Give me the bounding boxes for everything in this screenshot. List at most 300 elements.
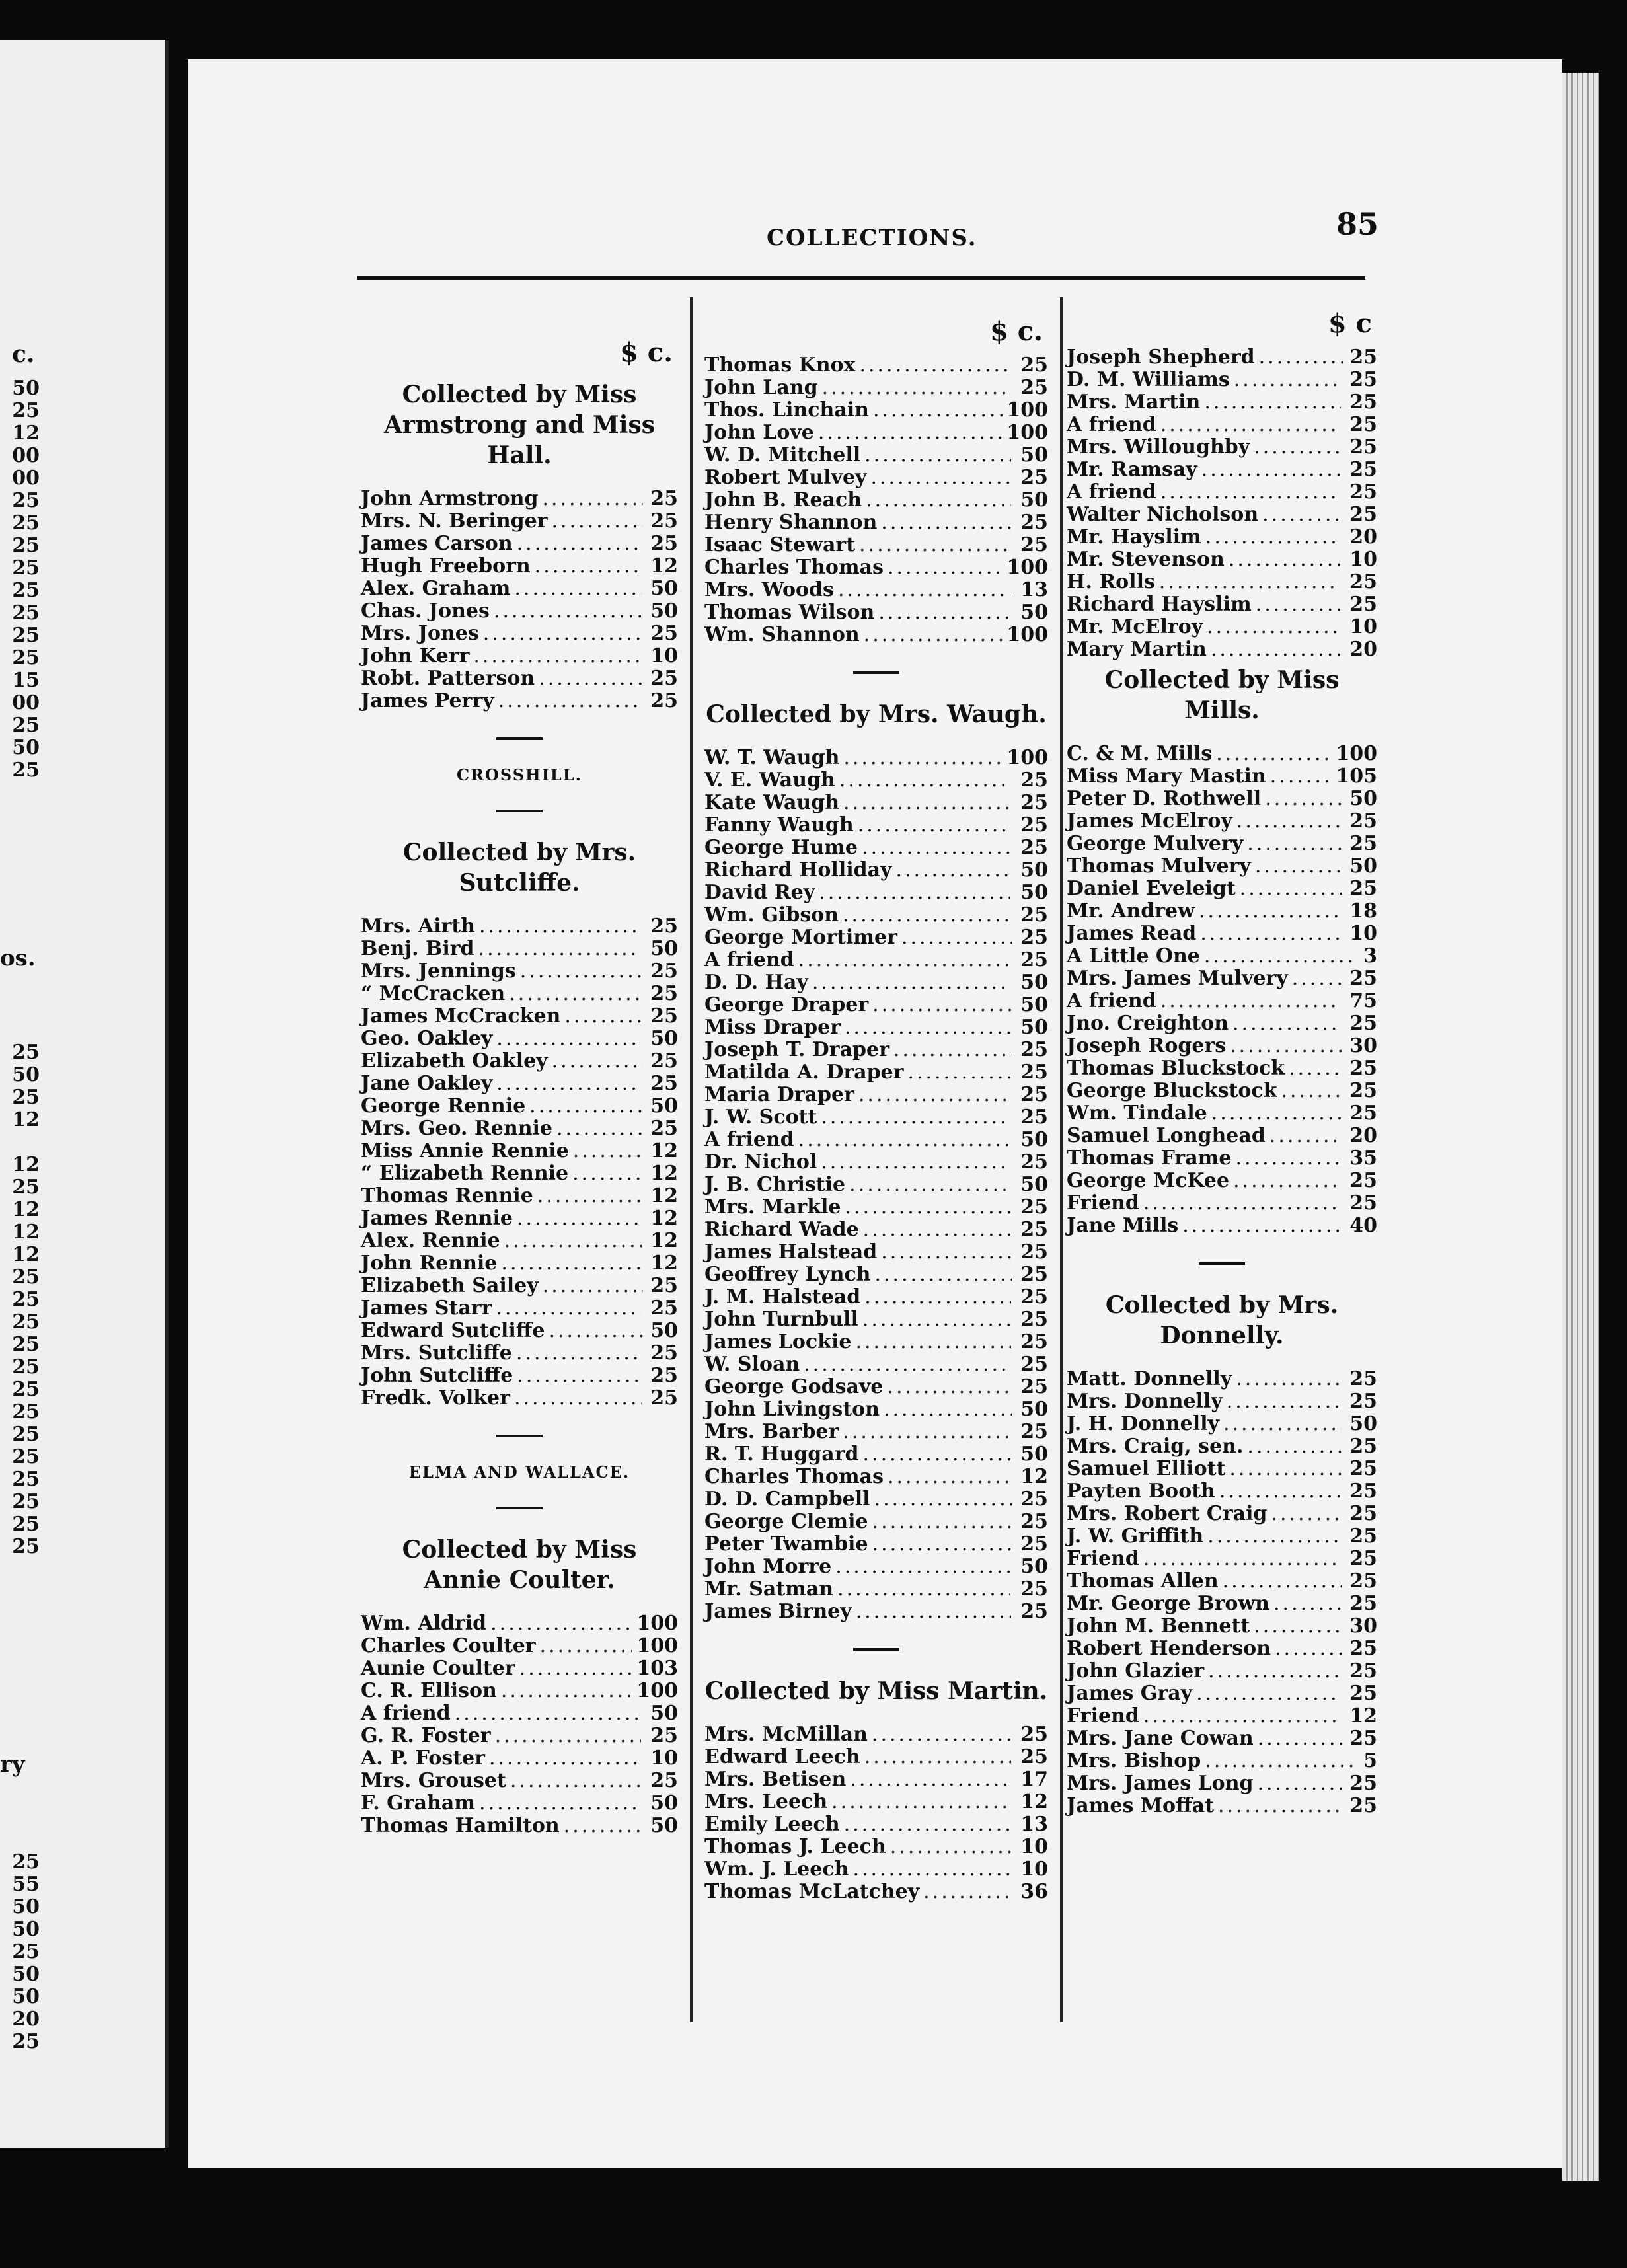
amount-cents: 50 [1020,858,1048,882]
contributor-name: Aunie Coulter [361,1657,515,1680]
leader-dots [872,1533,1012,1556]
amount-cents: 25 [1349,1435,1377,1458]
leader-dots [1204,391,1340,414]
amount-cents: 25 [1020,1330,1048,1353]
contributor-list [1067,346,1377,661]
contributor-row [1067,923,1377,945]
leader-dots [552,510,644,533]
contributor-name: Geoffrey Lynch [704,1263,871,1286]
contributor-row [704,489,1048,511]
leader-dots [821,1106,1009,1129]
contributor-row [704,971,1048,994]
contributor-name: James Gray [1067,1682,1193,1705]
contributor-name: John Kerr [361,644,470,667]
facing-page-column-head: c. [12,340,35,368]
leader-dots [1234,369,1342,391]
contributor-row [704,1353,1048,1376]
contributor-name: A friend [704,948,794,971]
currency-header: $ c [1328,308,1372,339]
contributor-row [1067,1368,1377,1390]
amount-cents: 25 [1020,813,1048,837]
contributor-name: W. T. Waugh [704,746,840,769]
leader-dots [1229,1458,1342,1480]
amount-cents: 50 [650,1027,678,1050]
facing-page-amount: 25 [12,534,40,557]
contributor-name: Edward Sutcliffe [361,1319,545,1342]
contributor-row [361,1657,678,1680]
contributor-name: Mr. George Brown [1067,1592,1269,1615]
leader-dots [1201,459,1341,481]
amount-cents: 25 [1020,836,1048,859]
section-title: Collected by Mrs. Donnelly. [1105,1291,1339,1349]
amount-cents: 20 [1349,1124,1377,1147]
contributor-row [1067,593,1377,616]
contributor-name: Thomas J. Leech [704,1835,886,1858]
facing-page-amount: 00 [12,691,40,714]
leader-dots [501,1680,633,1702]
contributor-row [361,1275,678,1297]
contributor-row [361,645,678,667]
facing-page-amount: 50 [12,377,40,400]
contributor-row [361,1387,678,1410]
section-divider [853,1648,899,1651]
leader-dots [504,1230,642,1252]
contributor-name: Mrs. Airth [361,915,475,938]
amount-cents: 25 [1349,391,1377,414]
contributor-row [361,915,678,938]
contributor-name: James Halstead [704,1240,878,1264]
contributor-row [1067,878,1377,900]
facing-page-amount: 12 [12,1221,40,1244]
leader-dots [1273,1593,1343,1615]
contributor-name: James McCracken [361,1004,561,1028]
contributor-name: “ McCracken [361,982,506,1005]
leader-dots [872,994,1011,1016]
leader-dots [804,1353,1009,1376]
facing-page-amount: 50 [12,736,40,759]
page-title: COLLECTIONS. [767,225,977,251]
contributor-name: Friend [1067,1547,1139,1570]
facing-page-amount: 00 [12,467,40,490]
leader-dots [1196,1682,1340,1705]
facing-page-amount: 12 [12,1108,40,1131]
contributor-row [704,1578,1048,1601]
contributor-row [704,747,1048,769]
contributor-row [704,1196,1048,1219]
leader-dots [870,467,1011,489]
contributor-row [1067,743,1377,765]
contributor-row [361,1635,678,1657]
contributor-row [1067,1660,1377,1682]
leader-dots [1254,1615,1342,1638]
amount-cents: 25 [1020,466,1048,489]
contributor-name: Fanny Waugh [704,813,854,837]
facing-page-amount: 25 [12,1513,40,1536]
contributor-list [361,1612,678,1837]
header-rule [357,276,1365,280]
leader-dots [1223,1570,1342,1593]
leader-dots [923,1881,1013,1903]
leader-dots [835,1556,1010,1578]
contributor-name: Mary Martin [1067,638,1207,661]
amount-cents: 25 [1020,1532,1048,1556]
amount-cents: 10 [1349,922,1377,945]
contributor-name: Miss Annie Rennie [361,1139,569,1162]
contributor-name: Henry Shannon [704,511,878,534]
contributor-row [704,949,1048,971]
leader-dots [479,915,640,938]
contributor-name: A. P. Foster [361,1747,485,1770]
contributor-row [361,1297,678,1320]
amount-cents: 12 [650,1252,678,1275]
leader-dots [855,1331,1010,1353]
amount-cents: 35 [1349,1147,1377,1170]
amount-cents: 25 [1349,1659,1377,1682]
amount-cents: 25 [1349,1592,1377,1615]
contributor-name: Mrs. Barber [704,1420,839,1443]
os-fragment: os. [0,945,36,971]
contributor-row [1067,369,1377,391]
facing-page-amounts [0,377,40,781]
contributor-name: John Love [704,421,814,444]
contributor-row [704,994,1048,1016]
leader-dots [888,1466,1012,1488]
amount-cents: 25 [1349,832,1377,855]
leader-dots [887,1376,1012,1398]
contributor-row [1067,1102,1377,1125]
amount-cents: 25 [1349,1169,1377,1192]
leader-dots [1236,1147,1342,1170]
amount-cents: 25 [1349,1682,1377,1705]
leader-dots [874,1264,1011,1286]
amount-cents: 25 [650,982,678,1005]
contributor-row [1067,1170,1377,1192]
amount-cents: 12 [650,1229,678,1252]
leader-dots [1236,1368,1342,1390]
leader-dots [837,1578,1010,1601]
contributor-name: John B. Reach [704,488,862,511]
contributor-row [361,623,678,645]
leader-dots [473,645,640,667]
contributor-row [1067,900,1377,923]
amount-cents: 25 [650,1769,678,1792]
amount-cents: 25 [1349,503,1377,526]
facing-page-amount: 25 [12,1445,40,1468]
contributor-name: Matilda A. Draper [704,1061,904,1084]
contributor-row [361,1073,678,1095]
contributor-list [704,354,1048,646]
leader-dots [542,488,642,510]
contributor-name: Joseph Shepherd [1067,346,1255,369]
facing-page [0,40,169,2148]
contributor-name: Jane Oakley [361,1072,493,1095]
amount-dollars: 1 [636,1679,651,1702]
amount-dollars: 1 [1336,765,1350,788]
facing-page-amount: 25 [12,624,40,647]
leader-dots [881,511,1012,534]
contributor-name: John Livingston [704,1398,880,1421]
leader-dots [890,1836,1012,1858]
contributor-row [704,534,1048,556]
contributor-name: James Read [1067,922,1197,945]
contributor-row [361,488,678,510]
amount-cents: 12 [650,1162,678,1185]
contributor-list [1067,1368,1377,1817]
leader-dots [1182,1215,1340,1237]
amount-cents: 50 [650,599,678,623]
leader-dots [519,1657,633,1680]
contributor-name: Robert Mulvey [704,466,867,489]
page-number: 85 [1336,206,1379,242]
facing-page-amount: 50 [12,1963,40,1986]
leader-dots [516,1342,642,1365]
contributor-row [361,1005,678,1028]
contributor-name: Thomas Allen [1067,1569,1219,1593]
amount-cents: 25 [1020,1151,1048,1174]
contributor-row [1067,571,1377,593]
amount-dollars: 1 [636,1634,651,1657]
contributor-name: John M. Bennett [1067,1614,1250,1638]
amount-cents: 25 [1020,1218,1048,1241]
contributor-row [704,1219,1048,1241]
leader-dots [1159,571,1339,593]
contributor-row [1067,1035,1377,1057]
contributor-row [1067,1503,1377,1525]
amount-cents: 12 [1349,1704,1377,1727]
leader-dots [1232,1012,1342,1035]
facing-page-amount: 25 [12,556,40,580]
facing-page-amount: 25 [12,1041,40,1064]
section-divider [853,671,899,674]
section-divider [1199,1262,1245,1265]
leader-dots [539,667,642,690]
contributor-name: Thomas Hamilton [361,1814,560,1837]
contributor-name: George Mulvery [1067,832,1244,855]
contributor-row [1067,1638,1377,1660]
leader-dots [479,1792,640,1815]
amount-cents: 00 [1020,421,1048,444]
contributor-name: Richard Wade [704,1218,859,1241]
contributor-name: George Bluckstock [1067,1079,1277,1102]
amount-cents: 25 [1020,1308,1048,1331]
leader-dots [517,1365,642,1387]
contributor-row [1067,855,1377,878]
leader-dots [845,1196,1010,1219]
contributor-name: John Rennie [361,1252,498,1275]
contributor-row [1067,1570,1377,1593]
amount-cents: 50 [650,937,678,960]
contributor-name: Elizabeth Oakley [361,1049,548,1073]
facing-page-amount [0,1131,40,1153]
contributor-row [1067,1727,1377,1750]
amount-cents: 13 [1020,578,1048,601]
leader-dots [812,971,1009,994]
contributor-name: James McElroy [1067,810,1232,833]
column-rule-2 [1060,297,1063,2022]
contributor-row [361,1162,678,1185]
facing-page-amount: 25 [12,1086,40,1109]
contributor-name: Wm. Aldrid [361,1612,487,1635]
amount-cents: 50 [1020,1555,1048,1578]
leader-dots [572,1162,644,1185]
leader-dots [1265,788,1343,810]
facing-page-amount: 25 [12,489,40,512]
contributor-row [361,510,678,533]
contributor-row [1067,526,1377,548]
leader-dots [1223,1413,1342,1435]
amount-cents: 25 [1020,376,1048,399]
contributor-name: Mr. Hayslim [1067,525,1201,548]
contributor-row [1067,1795,1377,1817]
amount-cents: 25 [1349,570,1377,593]
amount-cents: 25 [1349,1457,1377,1480]
contributor-name: Edward Leech [704,1745,860,1768]
contributor-row [704,904,1048,926]
leader-dots [498,690,642,712]
leader-dots [884,1398,1012,1421]
leader-dots [895,859,1012,882]
leader-dots [564,1815,644,1837]
contributor-row [361,1207,678,1230]
facing-page-amount: 25 [12,646,40,669]
contributor-name: R. T. Huggard [704,1443,859,1466]
contributor-name: Wm. Tindale [1067,1102,1207,1125]
currency-header: $ c. [619,337,673,368]
contributor-row [361,1747,678,1770]
leader-dots [872,1723,1012,1746]
leader-dots [873,399,1003,422]
amount-cents: 25 [1020,926,1048,949]
contributor-row [704,1421,1048,1443]
facing-page-amount: 12 [12,1198,40,1221]
contributor-name: Emily Leech [704,1813,840,1836]
amount-cents: 25 [1020,1263,1048,1286]
contributor-name: James Moffat [1067,1794,1214,1817]
contributor-row [1067,945,1377,967]
amount-cents: 25 [650,689,678,712]
contributor-row [361,1028,678,1050]
amount-cents: 25 [1349,1102,1377,1125]
contributor-row [1067,967,1377,990]
contributor-row [704,1061,1048,1084]
contributor-row [704,601,1048,624]
place-heading: CROSSHILL. [456,765,583,784]
leader-dots [1247,1435,1342,1458]
leader-dots [1229,548,1342,571]
contributor-row [704,814,1048,837]
contributor-row [704,1174,1048,1196]
contributor-name: Robert Henderson [1067,1637,1271,1660]
leader-dots [1270,765,1332,788]
contributor-name: Wm. J. Leech [704,1858,849,1881]
contributor-row [704,467,1048,489]
contributor-name: Mrs. Betisen [704,1768,847,1791]
contributor-name: Wm. Gibson [704,903,839,926]
leader-dots [849,1174,1010,1196]
amount-dollars: 1 [1006,421,1021,444]
contributor-name: Mrs. Sutcliffe [361,1342,512,1365]
leader-dots [862,837,1011,859]
leader-dots [496,1073,641,1095]
amount-cents: 50 [650,1319,678,1342]
contributor-name: Mrs. Martin [1067,391,1201,414]
contributor-row [704,882,1048,904]
contributor-name: Mr. McElroy [1067,615,1203,638]
amount-cents: 00 [1020,556,1048,579]
amount-cents: 25 [1020,1083,1048,1106]
page-edge [1562,73,1599,2181]
amount-cents: 3 [1363,944,1377,967]
contributor-name: Samuel Longhead [1067,1124,1266,1147]
amount-cents: 25 [1349,346,1377,369]
leader-dots [501,1252,641,1275]
section-divider [496,810,543,812]
column-1 [361,337,678,1837]
amount-cents: 25 [1020,1353,1048,1376]
leader-dots [1281,1080,1343,1102]
contributor-row [1067,1705,1377,1727]
amount-cents: 25 [1349,368,1377,391]
contributor-row [704,354,1048,377]
contributor-row [1067,1215,1377,1237]
contributor-row [361,1770,678,1792]
amount-cents: 10 [1020,1835,1048,1858]
amount-cents: 25 [1020,1375,1048,1398]
amount-cents: 10 [1020,1858,1048,1881]
contributor-name: Mr. Ramsay [1067,458,1197,481]
contributor-name: J. W. Scott [704,1106,817,1129]
leader-dots [1160,990,1340,1012]
leader-dots [1160,481,1340,504]
contributor-row [1067,810,1377,833]
leader-dots [1254,436,1342,459]
amount-cents: 00 [1020,623,1048,646]
contributor-row [361,555,678,578]
amount-dollars: 1 [636,1612,651,1635]
contributor-row [704,1511,1048,1533]
contributor-row [704,1443,1048,1466]
leader-dots [1257,1772,1342,1795]
contributor-row [1067,1458,1377,1480]
amount-cents: 25 [650,487,678,510]
contributor-name: Mr. Satman [704,1577,834,1601]
facing-page-amount: 12 [12,1153,40,1176]
facing-page-amount: 50 [12,1895,40,1918]
amount-cents: 25 [1349,1547,1377,1570]
contributor-row [1067,1413,1377,1435]
contributor-row [704,1881,1048,1903]
contributor-name: Mrs. James Long [1067,1772,1254,1795]
leader-dots [1143,1192,1338,1215]
contributor-row [704,1264,1048,1286]
leader-dots [863,1443,1011,1466]
contributor-row [361,938,678,960]
leader-dots [495,1725,641,1747]
leader-dots [490,1612,632,1635]
contributor-name: John Sutcliffe [361,1364,513,1387]
leader-dots [864,1286,1011,1308]
leader-dots [1289,1057,1343,1080]
leader-dots [844,1813,1010,1836]
leader-dots [517,533,642,555]
contributor-row [361,1680,678,1702]
amount-cents: 25 [1349,1079,1377,1102]
contributor-name: George Hume [704,836,858,859]
contributor-row [361,578,678,600]
contributor-name: Joseph T. Draper [704,1038,889,1061]
section-title: Collected by Miss Armstrong and Miss Hall. [383,381,655,469]
contributor-row [1067,1192,1377,1215]
